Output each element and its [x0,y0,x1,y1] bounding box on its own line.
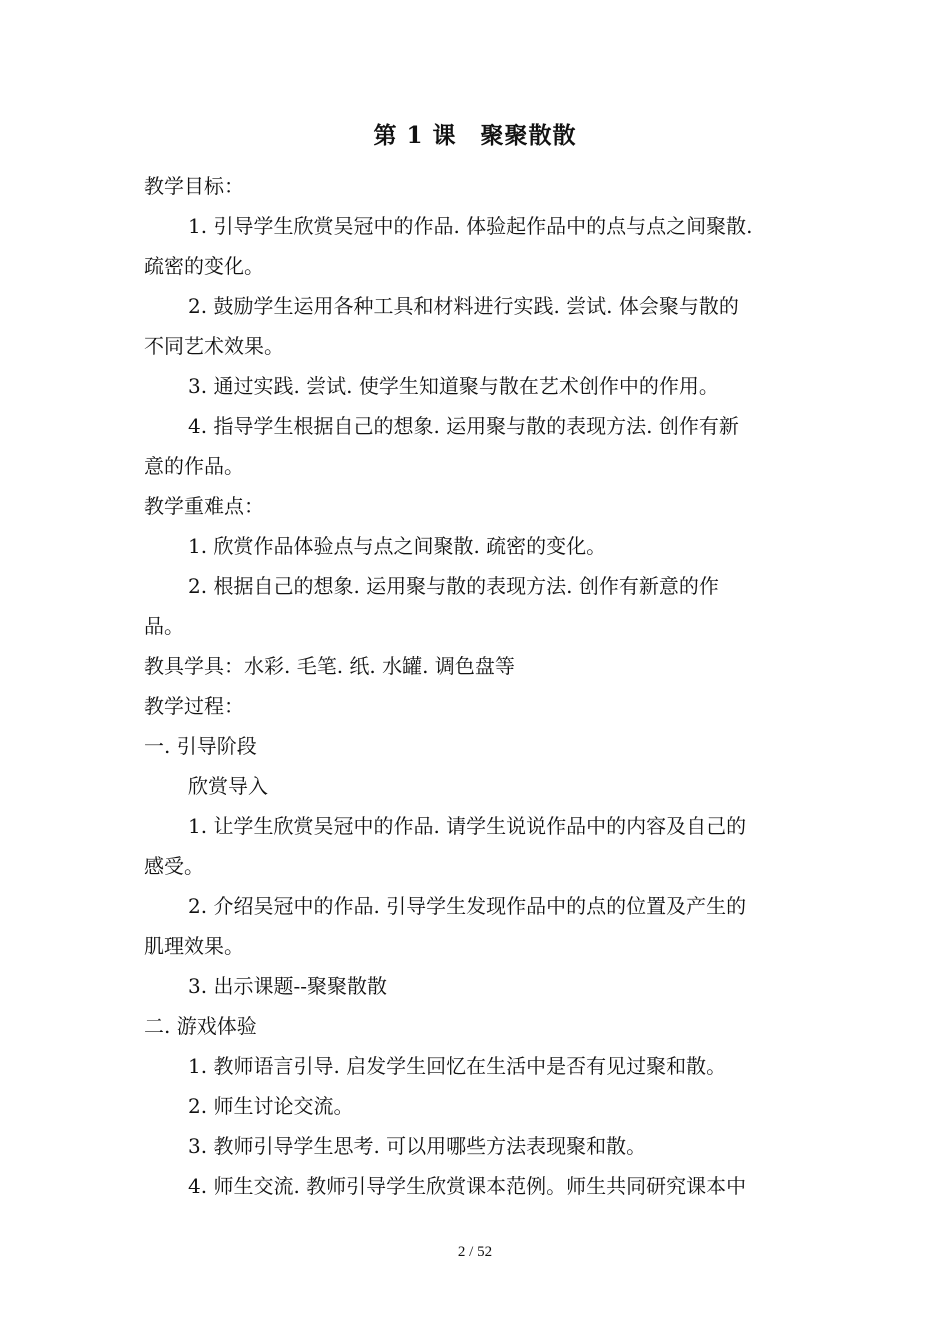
lesson-title: 第 1 课 聚聚散散 [373,122,577,149]
body-line: 2. 根据自己的想象. 运用聚与散的表现方法. 创作有新意的作 [188,574,719,598]
body-line: 教学目标： [144,174,244,198]
page-number: 2 / 52 [457,1244,493,1260]
body-line: 1. 引导学生欣赏吴冠中的作品. 体验起作品中的点与点之间聚散. [188,214,753,238]
body-line: 意的作品。 [144,454,244,478]
body-line: 欣赏导入 [188,774,268,798]
body-line: 教具学具：水彩. 毛笔. 纸. 水罐. 调色盘等 [144,654,515,678]
body-line: 1. 欣赏作品体验点与点之间聚散. 疏密的变化。 [188,534,607,558]
body-line: 不同艺术效果。 [144,334,284,358]
body-line: 1. 让学生欣赏吴冠中的作品. 请学生说说作品中的内容及自己的 [188,814,747,838]
body-line: 一. 引导阶段 [144,734,257,758]
body-line: 品。 [144,614,184,638]
body-line: 2. 介绍吴冠中的作品. 引导学生发现作品中的点的位置及产生的 [188,894,747,918]
body-line: 2. 鼓励学生运用各种工具和材料进行实践. 尝试. 体会聚与散的 [188,294,739,318]
body-line: 3. 通过实践. 尝试. 使学生知道聚与散在艺术创作中的作用。 [188,374,719,398]
body-line: 3. 出示课题--聚聚散散 [188,974,387,998]
document-body [144,166,814,1206]
body-line: 3. 教师引导学生思考. 可以用哪些方法表现聚和散。 [188,1134,647,1158]
body-line: 1. 教师语言引导. 启发学生回忆在生活中是否有见过聚和散。 [188,1054,727,1078]
body-line: 二. 游戏体验 [144,1014,257,1038]
body-line: 2. 师生讨论交流。 [188,1094,354,1118]
body-line: 疏密的变化。 [144,254,264,278]
body-line: 教学过程： [144,694,244,718]
body-line: 教学重难点： [144,494,264,518]
body-line: 4. 指导学生根据自己的想象. 运用聚与散的表现方法. 创作有新 [188,414,739,438]
body-line: 肌理效果。 [144,934,244,958]
body-line: 4. 师生交流. 教师引导学生欣赏课本范例。师生共同研究课本中 [188,1174,747,1198]
body-line: 感受。 [144,854,204,878]
